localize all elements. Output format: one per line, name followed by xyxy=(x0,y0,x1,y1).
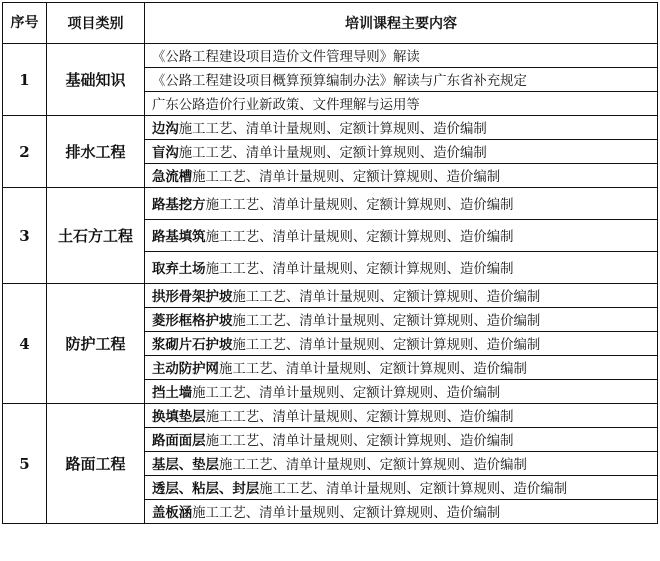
course-item-text: 施工工艺、清单计量规则、定额计算规则、造价编制 xyxy=(192,170,501,185)
course-item-subject: 透层、粘层、封层 xyxy=(152,481,260,497)
course-item-text: 施工工艺、清单计量规则、定额计算规则、造价编制 xyxy=(205,262,514,277)
course-item-subject: 路基挖方 xyxy=(152,197,206,213)
course-item-text: 施工工艺、清单计量规则、定额计算规则、造价编制 xyxy=(205,198,514,213)
section-category-protection: 防护工程 xyxy=(47,284,145,404)
section-category-earthwork: 土石方工程 xyxy=(47,188,145,284)
course-item-text: 施工工艺、清单计量规则、定额计算规则、造价编制 xyxy=(218,362,527,377)
course-item-text: 施工工艺、清单计量规则、定额计算规则、造价编制 xyxy=(178,146,487,161)
course-item-text: 施工工艺、清单计量规则、定额计算规则、造价编制 xyxy=(178,122,487,137)
course-item xyxy=(145,356,658,380)
course-item-subject: 路基填筑 xyxy=(152,229,206,245)
course-item-text: 施工工艺、清单计量规则、定额计算规则、造价编制 xyxy=(232,314,541,329)
course-item-text: 施工工艺、清单计量规则、定额计算规则、造价编制 xyxy=(192,386,501,401)
section-number: 3 xyxy=(3,188,47,284)
course-item xyxy=(145,404,658,428)
course-item xyxy=(145,252,658,284)
course-item-text: 施工工艺、清单计量规则、定额计算规则、造价编制 xyxy=(232,290,541,305)
course-item xyxy=(145,44,658,68)
course-item-subject: 急流槽 xyxy=(152,169,193,185)
course-item xyxy=(145,500,658,524)
course-item xyxy=(145,116,658,140)
course-item xyxy=(145,308,658,332)
course-item xyxy=(145,332,658,356)
course-item xyxy=(145,140,658,164)
course-item-subject: 路面面层 xyxy=(152,433,206,449)
course-item-subject: 主动防护网 xyxy=(152,361,219,377)
table-row xyxy=(3,44,658,68)
course-item xyxy=(145,476,658,500)
course-item-subject: 挡土墙 xyxy=(152,385,193,401)
course-item-subject: 取弃土场 xyxy=(152,261,206,277)
course-item-text: 《公路工程建设项目概算预算编制办法》解读与广东省补充规定 xyxy=(152,74,527,89)
course-item-text: 广东公路造价行业新政策、文件理解与运用等 xyxy=(152,98,420,113)
section-number: 4 xyxy=(3,284,47,404)
course-item-subject: 盖板涵 xyxy=(152,505,193,521)
course-item xyxy=(145,452,658,476)
course-item-subject: 盲沟 xyxy=(152,145,179,161)
course-item-text: 施工工艺、清单计量规则、定额计算规则、造价编制 xyxy=(259,482,568,497)
course-item-text: 施工工艺、清单计量规则、定额计算规则、造价编制 xyxy=(205,434,514,449)
course-item xyxy=(145,188,658,220)
course-item xyxy=(145,428,658,452)
table-row xyxy=(3,116,658,140)
course-item-subject: 边沟 xyxy=(152,121,179,137)
course-item-text: 施工工艺、清单计量规则、定额计算规则、造价编制 xyxy=(192,506,501,521)
header-num: 序号 xyxy=(3,3,47,44)
training-course-table xyxy=(2,2,658,524)
section-category-basic-knowledge: 基础知识 xyxy=(47,44,145,116)
section-number: 1 xyxy=(3,44,47,116)
course-item-subject: 换填垫层 xyxy=(152,409,206,425)
section-category-pavement: 路面工程 xyxy=(47,404,145,524)
course-item xyxy=(145,164,658,188)
course-item-text: 施工工艺、清单计量规则、定额计算规则、造价编制 xyxy=(218,458,527,473)
course-item xyxy=(145,220,658,252)
course-item-subject: 基层、垫层 xyxy=(152,457,219,473)
header-row xyxy=(3,3,658,44)
header-content: 培训课程主要内容 xyxy=(145,3,658,44)
course-item-subject: 菱形框格护坡 xyxy=(152,313,233,329)
course-item-text: 施工工艺、清单计量规则、定额计算规则、造价编制 xyxy=(232,338,541,353)
table-row xyxy=(3,188,658,220)
course-item-subject: 拱形骨架护坡 xyxy=(152,289,233,305)
table-row xyxy=(3,404,658,428)
section-number: 5 xyxy=(3,404,47,524)
table-body xyxy=(3,44,658,524)
section-category-drainage: 排水工程 xyxy=(47,116,145,188)
course-item-text: 施工工艺、清单计量规则、定额计算规则、造价编制 xyxy=(205,230,514,245)
course-item xyxy=(145,92,658,116)
course-item xyxy=(145,284,658,308)
header-category: 项目类别 xyxy=(47,3,145,44)
table-row xyxy=(3,284,658,308)
course-item xyxy=(145,380,658,404)
course-item-text: 《公路工程建设项目造价文件管理导则》解读 xyxy=(152,50,420,65)
course-item-subject: 浆砌片石护坡 xyxy=(152,337,233,353)
section-number: 2 xyxy=(3,116,47,188)
course-item xyxy=(145,68,658,92)
course-item-text: 施工工艺、清单计量规则、定额计算规则、造价编制 xyxy=(205,410,514,425)
